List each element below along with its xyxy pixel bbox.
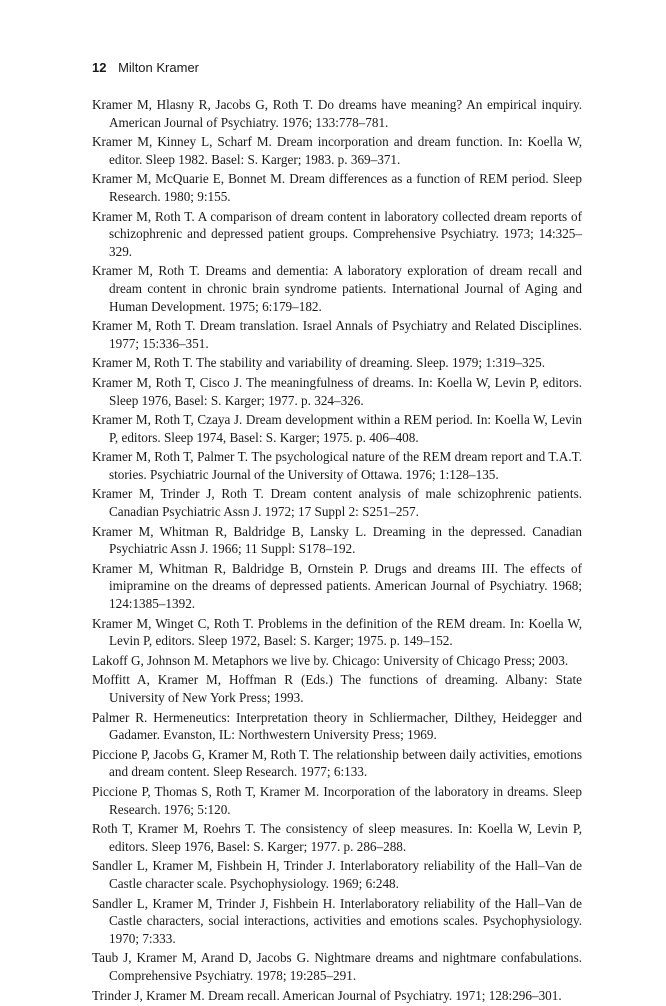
reference-item: Kramer M, Roth T. The stability and variability of dreaming. Sleep. 1979; 1:319–325. xyxy=(92,355,546,371)
reference-item: Piccione P, Thomas S, Roth T, Kramer M. Incorporation of the laboratory in dreams. Sleep Research. 1976; 5:120. xyxy=(92,783,582,817)
reference-item: Kramer M, Roth T. Dreams and dementia: A laboratory exploration of dream recall and dream content in chronic brain syndrome patients. International Journal of Aging and Human Development. 1975; 6:179–182. xyxy=(92,263,582,314)
reference-item: Kramer M, Roth T. Dream translation. Israel Annals of Psychiatry and Related Disciplines. 1977; 15:336–351. xyxy=(92,318,582,351)
running-head-author: Milton Kramer xyxy=(118,60,200,75)
reference-item: Kramer M, Winget C, Roth T. Problems in the definition of the REM dream. In: Koella W, Levin P, editors. Sleep 1972, Basel: S. Karger; 1975. p. 149–152. xyxy=(92,615,582,649)
reference-item: Lakoff G, Johnson M. Metaphors we live by. Chicago: University of Chicago Press; 2003. xyxy=(92,652,569,668)
running-head xyxy=(92,60,199,75)
reference-item: Taub J, Kramer M, Arand D, Jacobs G. Nightmare dreams and nightmare confabulations. Comprehensive Psychiatry. 1978; 19:285–291. xyxy=(92,950,582,983)
reference-list xyxy=(92,96,582,1006)
page-number: 12 xyxy=(92,60,107,75)
reference-item: Piccione P, Jacobs G, Kramer M, Roth T. The relationship between daily activities, emotions and dream content. Sleep Research. 1977; 6:133. xyxy=(92,746,582,780)
reference-item: Kramer M, Roth T, Palmer T. The psychological nature of the REM dream report and T.A.T. stories. Psychiatric Journal of the University of Ottawa. 1976; 1:128–135. xyxy=(92,449,582,482)
reference-item: Kramer M, Roth T, Czaya J. Dream development within a REM period. In: Koella W, Levin P, editors. Sleep 1974, Basel: S. Karger; 1975. p. 406–408. xyxy=(92,412,582,445)
reference-item: Sandler L, Kramer M, Trinder J, Fishbein H. Interlaboratory reliability of the Hall–Van de Castle characters, social interactions, activities and emotions scales. Psychophysiology. 1970; 7:333. xyxy=(92,895,582,946)
reference-item: Kramer M, Roth T. A comparison of dream content in laboratory collected dream reports of schizophrenic and depressed patient groups. Comprehensive Psychiatry. 1973; 14:325–329. xyxy=(92,208,582,259)
reference-item: Kramer M, Whitman R, Baldridge B, Lansky L. Dreaming in the depressed. Canadian Psychiatric Assn J. 1966; 11 Suppl: S178–192. xyxy=(92,523,582,557)
reference-item: Kramer M, Whitman R, Baldridge B, Ornstein P. Drugs and dreams III. The effects of imipramine on the dreams of depressed patients. American Journal of Psychiatry. 1968; 124:1385–1392. xyxy=(92,560,582,612)
reference-item: Roth T, Kramer M, Roehrs T. The consistency of sleep measures. In: Koella W, Levin P, editors. Sleep 1976, Basel: S. Karger; 1977. p. 286–288. xyxy=(92,821,582,854)
reference-item: Kramer M, Hlasny R, Jacobs G, Roth T. Do dreams have meaning? An empirical inquiry. American Journal of Psychiatry. 1976; 133:778–781. xyxy=(92,97,582,130)
reference-item: Sandler L, Kramer M, Fishbein H, Trinder J. Interlaboratory reliability of the Hall–Van de Castle character scale. Psychophysiology. 1969; 6:248. xyxy=(92,858,582,891)
reference-item: Kramer M, Roth T, Cisco J. The meaningfulness of dreams. In: Koella W, Levin P, editors. Sleep 1976, Basel: S. Karger; 1977. p. 324–326. xyxy=(92,374,582,408)
reference-item: Kramer M, Kinney L, Scharf M. Dream incorporation and dream function. In: Koella W, editor. Sleep 1982. Basel: S. Karger; 1983. p. 369–371. xyxy=(92,134,582,167)
reference-item: Moffitt A, Kramer M, Hoffman R (Eds.) The functions of dreaming. Albany: State University of New York Press; 1993. xyxy=(92,672,582,705)
reference-item: Kramer M, Trinder J, Roth T. Dream content analysis of male schizophrenic patients. Canadian Psychiatric Assn J. 1972; 17 Suppl 2: S251–257. xyxy=(92,486,582,520)
reference-item: Palmer R. Hermeneutics: Interpretation theory in Schliermacher, Dilthey, Heidegger and Gadamer. Evanston, IL: Northwestern University Press; 1969. xyxy=(92,709,582,743)
reference-item: Trinder J, Kramer M. Dream recall. American Journal of Psychiatry. 1971; 128:296–301. xyxy=(92,987,562,1003)
reference-item: Kramer M, McQuarie E, Bonnet M. Dream differences as a function of REM period. Sleep Research. 1980; 9:155. xyxy=(92,171,582,204)
